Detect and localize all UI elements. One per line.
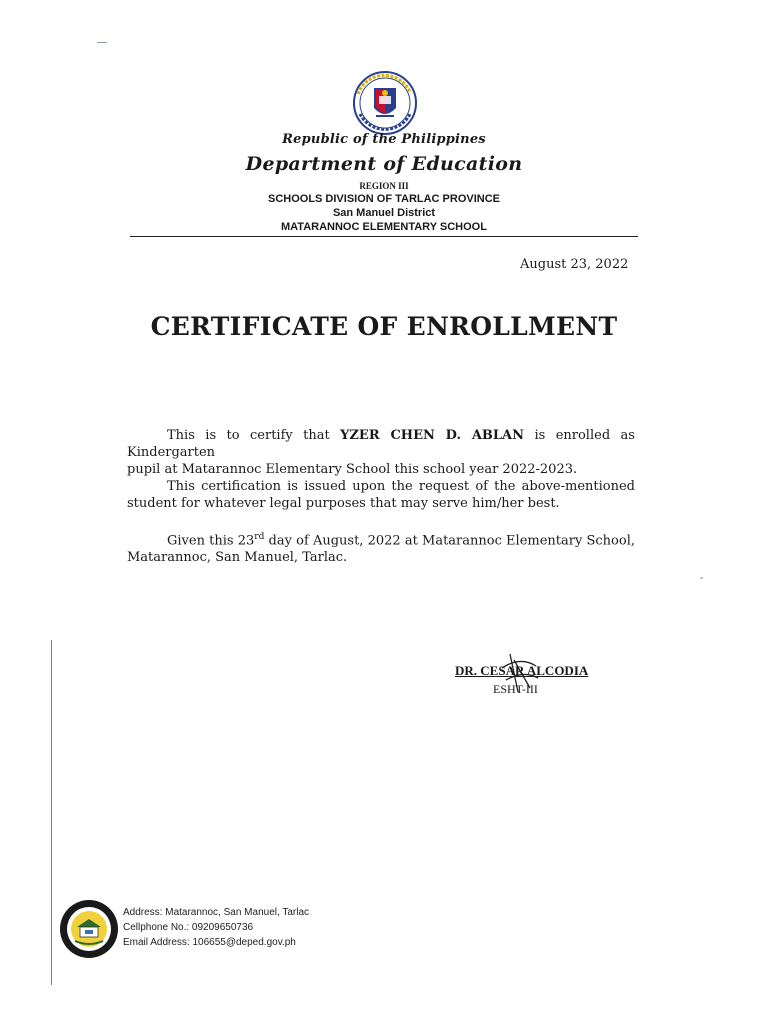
footer-cellphone: Cellphone No.: 09209650736 — [123, 922, 254, 933]
document-date: August 23, 2022 — [520, 257, 629, 272]
division-heading: SCHOOLS DIVISION OF TARLAC PROVINCE — [267, 193, 501, 205]
purpose-paragraph — [127, 478, 635, 512]
p1-line-2: pupil at Matarannoc Elementary School this school year 2022-2023. — [127, 462, 578, 477]
school-heading: MATARANNOC ELEMENTARY SCHOOL — [281, 221, 487, 233]
district-heading: San Manuel District — [332, 207, 436, 219]
region-heading: REGION III — [359, 181, 409, 191]
republic-heading: Republic of the Philippines — [282, 132, 486, 147]
p3-line-2: Matarannoc, San Manuel, Tarlac. — [127, 550, 348, 566]
given-paragraph — [127, 529, 635, 566]
scan-speck — [700, 577, 703, 579]
footer-email: Email Address: 106655@deped.gov.ph — [123, 937, 296, 948]
footer-address: Address: Matarannoc, San Manuel, Tarlac — [123, 907, 310, 918]
p2-line-1: This certification is issued upon the request of the above-mentioned — [167, 479, 635, 494]
p1-text-b: is enrolled as Kindergarten — [127, 428, 635, 460]
deped-seal-icon — [352, 70, 418, 136]
header-divider — [130, 236, 638, 237]
student-name: YZER CHEN D. ABLAN — [340, 428, 525, 443]
document-title: CERTIFICATE OF ENROLLMENT — [150, 312, 618, 341]
scan-edge-line — [51, 640, 52, 985]
footer-contact — [123, 905, 309, 950]
department-heading: Department of Education — [245, 153, 523, 175]
p3-text-a: Given this 23 — [167, 533, 255, 549]
scan-mark — [97, 42, 107, 43]
signatory-position: ESHT-III — [493, 682, 538, 696]
p2-line-2: student for whatever legal purposes that may serve him/her best. — [127, 496, 560, 511]
certification-paragraph — [127, 427, 635, 478]
signatory-name: DR. CESAR ALCODIA — [455, 663, 589, 678]
school-logo-icon — [59, 899, 119, 959]
p1-text-a: This is to certify that — [167, 428, 330, 443]
p3-text-b: day of August, 2022 at Matarannoc Elementary School, — [264, 533, 635, 549]
p3-ordinal: rd — [254, 532, 265, 542]
